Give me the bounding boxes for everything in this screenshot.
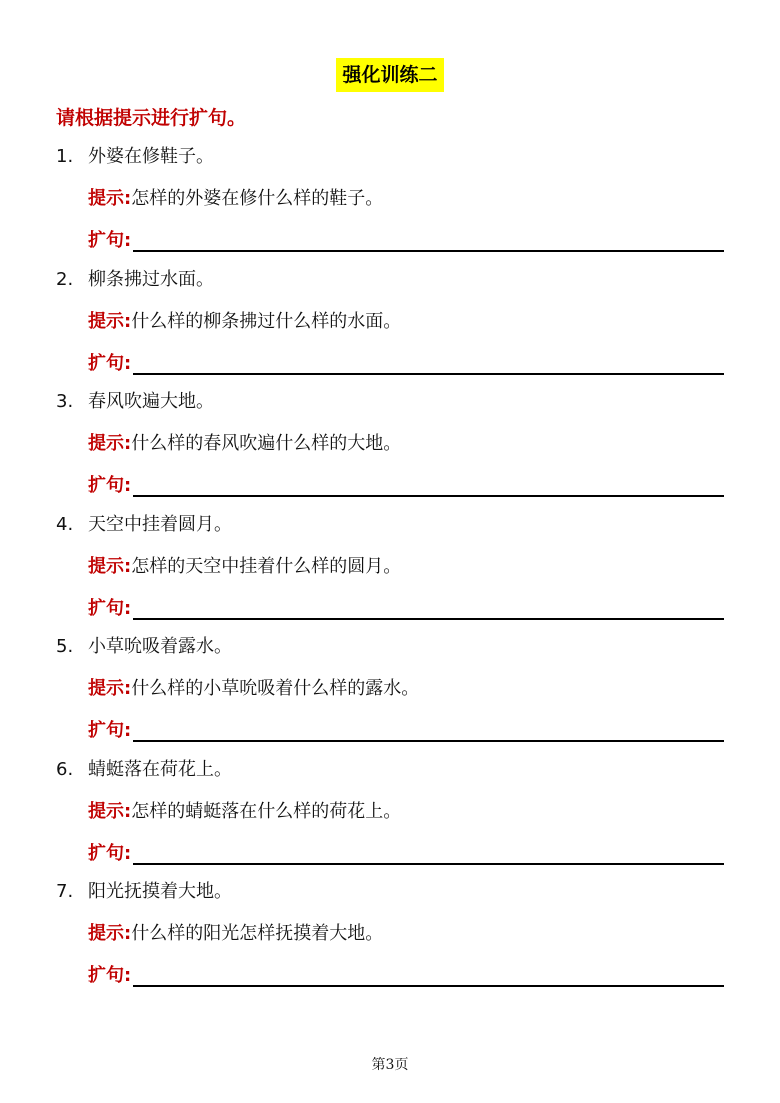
- sentence-text: 蜻蜓落在荷花上。: [88, 758, 232, 780]
- exercise-hint: [88, 185, 383, 213]
- answer-label: 扩句:: [88, 230, 132, 251]
- instruction-text: 请根据提示进行扩句。: [56, 107, 247, 129]
- answer-blank-line[interactable]: [133, 349, 724, 375]
- answer-row: [88, 350, 724, 378]
- answer-row: [88, 840, 724, 868]
- exercise-sentence: [56, 388, 214, 416]
- hint-label: 提示:: [88, 310, 132, 332]
- exercise-hint: [88, 920, 383, 948]
- hint-label: 提示:: [88, 433, 132, 454]
- hint-label: 提示:: [88, 923, 132, 944]
- exercise-sentence: [56, 511, 232, 539]
- exercise-list: [0, 143, 780, 1001]
- answer-row: [88, 227, 724, 255]
- exercise-item-7: [0, 878, 780, 1001]
- exercise-item-2: [0, 266, 780, 389]
- exercise-item-5: [0, 633, 780, 756]
- hint-label: 提示:: [88, 678, 132, 699]
- exercise-hint: [88, 675, 419, 703]
- title-area: [0, 58, 780, 92]
- hint-label: 提示:: [88, 188, 132, 209]
- exercise-number: 4.: [56, 513, 74, 535]
- exercise-number: 6.: [56, 758, 74, 780]
- answer-blank-line[interactable]: [133, 471, 724, 497]
- answer-label: 扩句:: [88, 597, 132, 619]
- exercise-hint: [88, 430, 401, 458]
- answer-label: 扩句:: [88, 842, 132, 864]
- answer-label: 扩句:: [88, 352, 132, 374]
- answer-blank-line[interactable]: [133, 716, 724, 742]
- sentence-text: 小草吮吸着露水。: [88, 636, 232, 657]
- exercise-number: 5.: [56, 636, 74, 657]
- answer-blank-line[interactable]: [133, 226, 724, 252]
- hint-text: 什么样的阳光怎样抚摸着大地。: [131, 923, 384, 944]
- page-title: 强化训练二: [336, 58, 443, 92]
- answer-blank-line[interactable]: [133, 594, 724, 620]
- answer-blank-line[interactable]: [133, 961, 724, 987]
- exercise-item-1: [0, 143, 780, 266]
- answer-row: [88, 962, 724, 990]
- sentence-text: 外婆在修鞋子。: [88, 146, 214, 167]
- exercise-hint: [88, 553, 401, 581]
- exercise-hint: [88, 308, 401, 336]
- exercise-sentence: [56, 633, 232, 661]
- sentence-text: 春风吹遍大地。: [88, 391, 214, 412]
- exercise-number: 7.: [56, 881, 74, 902]
- exercise-number: 2.: [56, 268, 74, 290]
- hint-label: 提示:: [88, 800, 132, 822]
- exercise-number: 3.: [56, 391, 74, 412]
- answer-blank-line[interactable]: [133, 839, 724, 865]
- hint-text: 什么样的柳条拂过什么样的水面。: [131, 310, 402, 332]
- answer-row: [88, 472, 724, 500]
- exercise-number: 1.: [56, 146, 74, 167]
- answer-row: [88, 717, 724, 745]
- page-number: 第3页: [371, 1057, 409, 1073]
- hint-text: 怎样的天空中挂着什么样的圆月。: [131, 555, 402, 577]
- hint-text: 什么样的春风吹遍什么样的大地。: [131, 433, 402, 454]
- exercise-sentence: [56, 266, 214, 294]
- hint-text: 怎样的蜻蜓落在什么样的荷花上。: [131, 800, 402, 822]
- exercise-hint: [88, 798, 401, 826]
- answer-label: 扩句:: [88, 965, 132, 986]
- answer-row: [88, 595, 724, 623]
- exercise-item-6: [0, 756, 780, 879]
- hint-label: 提示:: [88, 555, 132, 577]
- answer-label: 扩句:: [88, 720, 132, 741]
- exercise-sentence: [56, 756, 232, 784]
- hint-text: 怎样的外婆在修什么样的鞋子。: [131, 188, 384, 209]
- exercise-item-3: [0, 388, 780, 511]
- answer-label: 扩句:: [88, 475, 132, 496]
- hint-text: 什么样的小草吮吸着什么样的露水。: [131, 678, 420, 699]
- exercise-sentence: [56, 878, 232, 906]
- sentence-text: 阳光抚摸着大地。: [88, 881, 232, 902]
- sentence-text: 柳条拂过水面。: [88, 268, 214, 290]
- sentence-text: 天空中挂着圆月。: [88, 513, 232, 535]
- exercise-item-4: [0, 511, 780, 634]
- exercise-sentence: [56, 143, 214, 171]
